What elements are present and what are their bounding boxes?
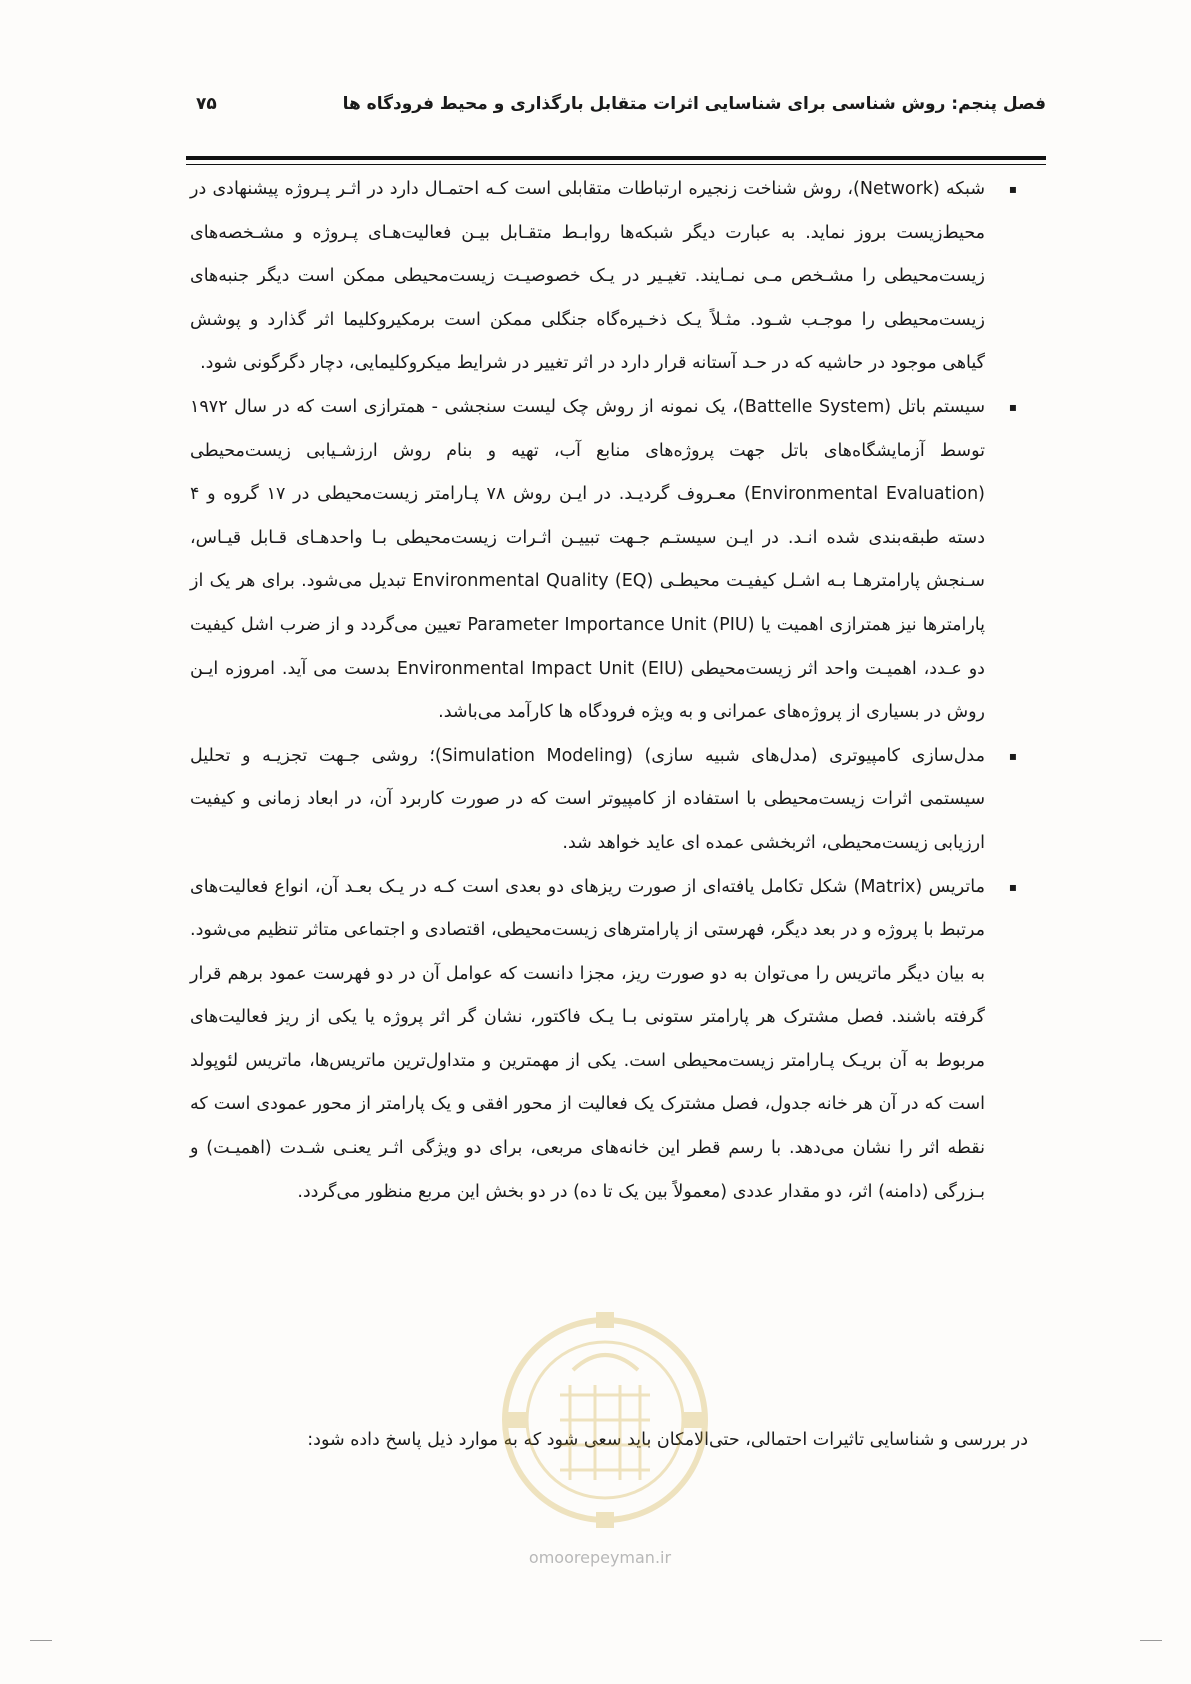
list-item-text: ماتریس (Matrix) شکل تکامل یافته‌ای از صورت ریزهای دو بعدی است کـه در یـک بعـد آن، انواع فعالیت‌های مرتبط با پروژه و در بعد دیگر، فهرستی از پارامترهای زیست‌محیطی، اقتصادی و اجتماعی متاثر تنظیم می‌شود. به بیان دیگر ماتریس را می‌توان به دو صورت ریز، مجزا دانست که عوامل آن در دو فهرست عمود برهم قرار گرفته باشند. فصل مشترک هر پارامتر ستونی بـا یـک فاکتور، نشان گر اثر پروژه یا یکی از ریز فعالیت‌های مربوط به آن بریـک پـارامتر زیست‌محیطی است. یکی از مهمترین و متداول‌ترین ماتریس‌ها، ماتریس لئوپولد است که در آن هر خانه جدول، فصل مشترک یک فعالیت از محور افقی و یک پارامتر از محور عمودی است که نقطه اثر را نشان می‌دهد. با رسم قطر این خانه‌های مربعی، برای دو ویژگی اثـر یعنـی شـدت (اهمیـت) و بـزرگی (دامنه) اثر، دو مقدار عددی (معمولاً بین یک تا ده) در دو بخش این مربع منظور می‌گردد.: [190, 876, 985, 1202]
chapter-title: فصل پنجم: روش شناسی برای شناسایی اثرات متقابل بارگذاری و محیط فرودگاه ها: [342, 94, 1046, 114]
header-rule-thick: [186, 156, 1046, 160]
list-item-text: مدل‌سازی کامپیوتری (مدل‌های شبیه سازی) (Simulation Modeling)؛ روشی جـهت تجزیـه و تحلیل سیستمی اثرات زیست‌محیطی با استفاده از کامپیوتر است که در صورت کاربرد آن، در ابعاد زمانی و کیفیت ارزیابی زیست‌محیطی، اثربخشی عمده ای عاید خواهد شد.: [190, 745, 985, 853]
list-item-battelle: [190, 386, 1017, 735]
list-item-text: سیستم باتل (Battelle System)، یک نمونه از روش چک لیست سنجشی - همترازی است که در سال ۱۹۷۲ توسط آزمایشگاه‌های باتل جهت پروژه‌های منابع آب، تهیه و بنام روش ارزشـیابی زیست‌محیطی (Environmental Evaluation) معـروف گردیـد. در ایـن روش ۷۸ پـارامتر زیست‌محیطی در ۱۷ گروه و ۴ دسته طبقه‌بندی شده انـد. در ایـن سیستـم جـهت تبییـن اثـرات زیست‌محیطی بـا واحدهـای قـابل قیـاس، سـنجش پارامترهـا بـه اشـل کیفیـت محیطـی Environmental Quality (EQ) تبدیل می‌شود. برای هر یک از پارامترها نیز همترازی اهمیت یا Parameter Importance Unit (PIU) تعیین می‌گردد و از ضرب اشل کیفیت دو عـدد، اهمیـت واحد اثر زیست‌محیطی (Environmental Impact Unit (EIU بدست می آید. امروزه ایـن روش در بسیاری از پروژه‌های عمرانی و به ویژه فرودگاه ها کارآمد می‌باشد.: [190, 396, 986, 723]
scan-edge-mark-right: [1140, 1640, 1162, 1641]
watermark-caption: omoorepeyman.ir: [528, 1548, 672, 1567]
bullet-icon: ▪: [1008, 399, 1017, 414]
bullet-icon: ▪: [1008, 182, 1017, 196]
bullet-icon: ▪: [1008, 748, 1017, 763]
scan-edge-mark-left: [30, 1640, 52, 1641]
bullet-icon: ▪: [1008, 879, 1017, 894]
list-item-network: [190, 168, 1017, 386]
page-header: [186, 88, 1046, 128]
list-item-matrix: [190, 866, 1017, 1215]
list-item-text: شبکه (Network)، روش شناخت زنجیره ارتباطات متقابلی است کـه احتمـال دارد در اثـر پـروژه پیشنهادی در محیط‌زیست بروز نماید. به عبارت دیگر شبکه‌ها روابـط متقـابل بیـن فعالیت‌هـای پـروژه و مشـخصه‌های زیست‌محیطی را مشـخص مـی نمـایند. تغیـیر در یـک خصوصیـت زیست‌محیطی ممکن است دیگر جنبه‌های زیست‌محیطی را موجـب شـود. مثـلاً یـک ذخـیره‌گاه جنگلی ممکن است برمکیروکلیما اثر گذارد و پوشش گیاهی موجود در حاشیه که در حـد آستانه قرار دارد در اثر تغییر در شرایط میکروکلیمایی، دچار دگرگونی شود.: [190, 179, 985, 374]
main-content: [190, 168, 1017, 1214]
list-item-simulation: [190, 735, 1017, 866]
header-rule-thin: [186, 164, 1046, 165]
page-number: ۷۵: [196, 94, 217, 114]
watermark-seal-icon: [478, 1300, 733, 1540]
closing-paragraph: در بررسی و شناسایی تاثیرات احتمالی، حتی‌الامکان باید سعی شود که به موارد ذیل پاسخ داده شود:: [307, 1430, 1028, 1450]
